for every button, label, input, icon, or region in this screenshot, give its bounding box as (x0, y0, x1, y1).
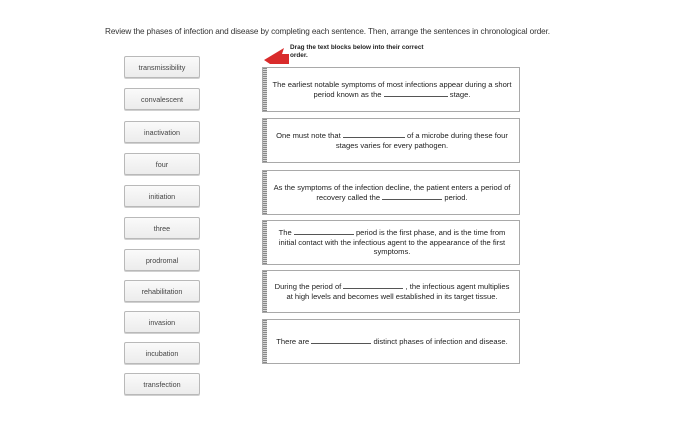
sentence-part: period. (444, 192, 468, 202)
sentence-text (271, 221, 513, 264)
drag-handle[interactable] (263, 171, 267, 214)
drag-handle[interactable] (263, 119, 267, 162)
term-chip-inactivation[interactable]: inactivation (124, 121, 200, 143)
sentence-block[interactable] (262, 67, 520, 112)
sentence-block[interactable] (262, 319, 520, 364)
term-chip-incubation[interactable]: incubation (124, 342, 200, 364)
sentence-part: of a microbe during these four stages varies for every pathogen. (335, 131, 508, 150)
sentence-text (271, 119, 513, 162)
sentence-text (271, 271, 513, 312)
sentence-part: There are (276, 336, 310, 346)
sentence-part: One must note that (276, 131, 341, 140)
sentence-part: distinct phases of infection and disease. (373, 336, 508, 346)
drag-handle[interactable] (263, 68, 267, 111)
answer-blank[interactable] (343, 137, 405, 138)
answer-blank[interactable] (294, 234, 354, 235)
term-chip-three[interactable]: three (124, 217, 200, 239)
sentence-text (271, 320, 513, 363)
sentence-part: stage. (449, 89, 471, 99)
drag-handle[interactable] (263, 271, 267, 312)
sentence-part: period is the first phase, and is the time from initial contact with the infectious agent to the appearance of the first symptoms. (278, 228, 506, 257)
sentence-part: The earliest notable symptoms of most infections appear during a short period known as the (272, 80, 512, 99)
term-chip-rehabilitation[interactable]: rehabilitation (124, 280, 200, 302)
term-chip-prodromal[interactable]: prodromal (124, 249, 200, 271)
drag-handle[interactable] (263, 320, 267, 363)
drag-handle[interactable] (263, 221, 267, 264)
sentence-text (271, 171, 513, 214)
sentence-part: As the symptoms of the infection decline, the patient enters a period of recovery called the (273, 183, 511, 202)
term-chip-invasion[interactable]: invasion (124, 311, 200, 333)
sentence-block[interactable] (262, 270, 520, 313)
instruction-text: Review the phases of infection and disease by completing each sentence. Then, arrange the sentences in chronological order. (105, 27, 550, 36)
sentence-part: During the period of (274, 282, 342, 291)
sentence-text (271, 68, 513, 111)
term-chip-four[interactable]: four (124, 153, 200, 175)
sentence-part: , the infectious agent multiplies at high levels and becomes well established in its target tissue. (286, 282, 510, 301)
term-chip-convalescent[interactable]: convalescent (124, 88, 200, 110)
answer-blank[interactable] (343, 288, 403, 289)
sentence-block[interactable] (262, 170, 520, 215)
arrow-left-icon (262, 44, 290, 66)
answer-blank[interactable] (384, 96, 448, 97)
term-chip-transmissibility[interactable]: transmissibility (124, 56, 200, 78)
answer-blank[interactable] (382, 199, 442, 200)
answer-blank[interactable] (311, 343, 371, 344)
drag-hint-text: Drag the text blocks below into their correct order. (290, 44, 424, 59)
sentence-block[interactable] (262, 118, 520, 163)
sentence-block[interactable] (262, 220, 520, 265)
term-chip-initiation[interactable]: initiation (124, 185, 200, 207)
term-chip-transfection[interactable]: transfection (124, 373, 200, 395)
sentence-part: The (278, 228, 292, 238)
